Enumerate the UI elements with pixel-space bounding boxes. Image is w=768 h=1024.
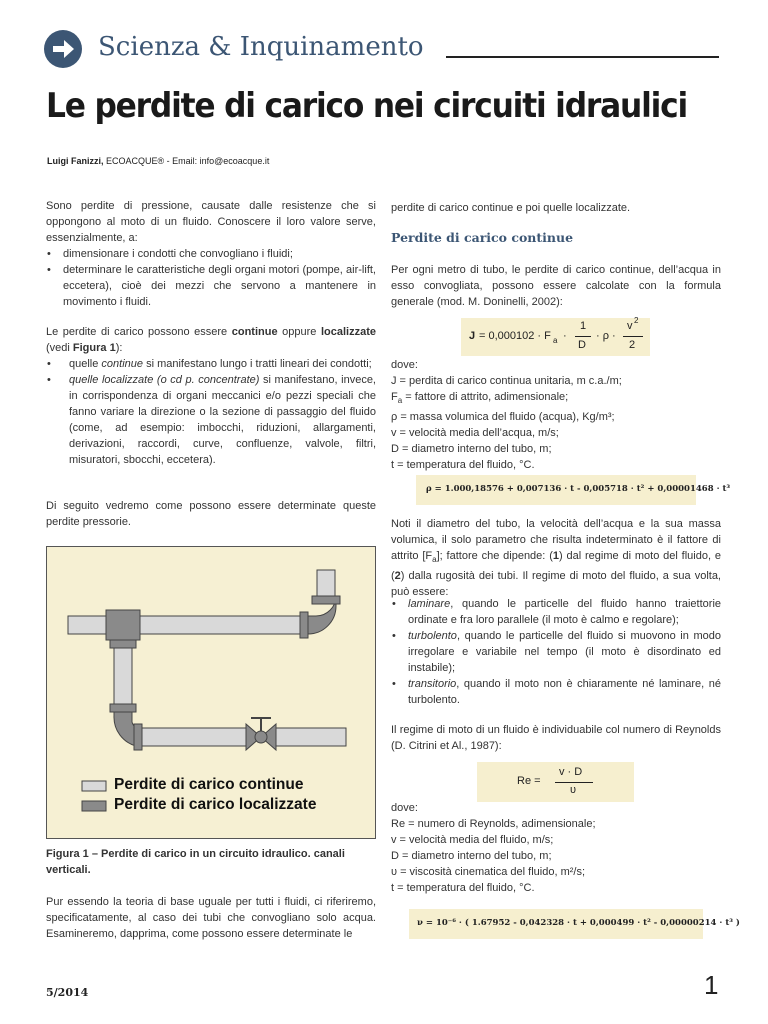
types-paragraph [46, 324, 376, 356]
list-item: • determinare le caratteristiche degli organi motori (pompe, air-lift, eccetera), cioè dei mezzi che servono a mantenere in movimento i fluidi. [46, 262, 376, 310]
formula-rho [416, 475, 731, 505]
text: oppure [277, 326, 321, 338]
formula-denominator: D [578, 339, 586, 351]
list-item [391, 628, 721, 676]
definition: v = velocità media del fluido, m/s; [391, 834, 554, 846]
text: quelle localizzate (o cd p. concentrate) [69, 374, 260, 386]
header-rule [446, 56, 719, 58]
list-item: • dimensionare i condotti che convogliano i fluidi; [46, 246, 376, 262]
text: (vedi [46, 342, 73, 354]
reynolds-paragraph: Il regime di moto di un fluido è individuabile col numero di Reynolds (D. Citrini et Al., 1987): [391, 724, 721, 752]
arrow-icon [44, 30, 82, 68]
formula-numerator: 1 [580, 320, 587, 332]
text: ]; fattore che dipende: ( [436, 550, 553, 562]
definitions-label: dove: [391, 802, 418, 814]
formula-superscript: 2 [634, 316, 639, 325]
intro-paragraph: Sono perdite di pressione, causate dalle resistenze che si oppongono al moto di un fluido. Conoscere il loro valore serve, essenzialmente, a: [46, 200, 376, 244]
author-name: Luigi Fanizzi, [47, 156, 104, 166]
definitions-label: dove: [391, 359, 418, 371]
text: ) dalla rugosità dei tubi. Il regime di moto del fluido, a sua volta, può essere: [391, 570, 721, 599]
definitions-list [391, 373, 721, 473]
types-list [46, 356, 376, 468]
text: turbolento [408, 630, 457, 642]
text: si manifestano, invece, in corrispondenza di organi meccanici e/o pezzi speciali che fanno variare la direzione o la sezione di passaggio del fluido (come, ad esempio: imbocchi, riduzioni, allargamenti, derivazioni, raccordi, curve, confluenze, valvole, filtri, misuratori, sbocchi, eccetera). [69, 374, 376, 466]
definition: v = velocità media dell’acqua, m/s; [391, 427, 559, 440]
text: , quando il moto non è chiaramente né laminare, né turbolento. [408, 678, 721, 706]
definition: υ = viscosità cinematica del fluido, m²/s; [391, 866, 586, 878]
list-item [391, 596, 721, 628]
text: transitorio [408, 678, 457, 690]
definitions-list [391, 816, 721, 896]
legend-localized: Perdite di carico localizzate [114, 796, 317, 813]
list-item [46, 356, 376, 372]
fraction-bar [555, 782, 593, 783]
definition: D = diametro interno del tubo, m; [391, 443, 552, 456]
subscript: a [432, 555, 437, 565]
text: localizzate [320, 326, 376, 338]
definition: t = temperatura del fluido, °C. [391, 882, 535, 894]
formula-text: · [563, 330, 567, 342]
formula-numerator: v [627, 320, 633, 332]
formula-text: = 0,000102 · F [479, 330, 551, 342]
text: Le perdite di carico possono essere [46, 326, 232, 338]
text: laminare [408, 598, 451, 610]
list-item [391, 676, 721, 708]
text: continue [231, 326, 278, 338]
fraction-bar [575, 336, 591, 337]
byline [47, 156, 269, 166]
formula-j [461, 318, 650, 356]
formula-numerator: v · D [559, 766, 583, 778]
flow-regime-list [391, 596, 721, 708]
text: ) dal regime di moto del fluido, e ( [391, 550, 721, 583]
formula-text: ρ = 1.000,18576 + 0,007136 · t - 0,005718 · t² + 0,00001468 · t³ [426, 484, 731, 494]
text: continue [101, 358, 144, 370]
subheading: Perdite di carico continue [391, 230, 574, 245]
text: 2 [394, 570, 401, 583]
definition [391, 389, 721, 409]
formula-re [477, 762, 634, 802]
list-item [46, 372, 376, 468]
formula-subscript: a [553, 336, 558, 345]
article-title: Le perdite di carico nei circuiti idraulici [46, 86, 688, 126]
text: , quando le particelle del fluido hanno traiettorie ordinate e fra loro parallele (il moto è calmo e regolare); [408, 598, 721, 626]
figure-caption: Figura 1 – Perdite di carico in un circuito idraulico. canali verticali. [46, 848, 345, 876]
text: F [391, 391, 398, 403]
issue-number: 5/2014 [46, 986, 89, 999]
text: ): [115, 342, 123, 354]
definition: J = perdita di carico continua unitaria, m c.a./m; [391, 375, 622, 387]
fraction-bar [623, 336, 643, 337]
friction-paragraph [391, 516, 721, 600]
definition: D = diametro interno del tubo, m; [391, 850, 552, 862]
byline-contact: ECOACQUE® - Email: info@ecoacque.it [103, 156, 270, 166]
formula-text: Re = [517, 775, 541, 787]
transition-paragraph: Di seguito vedremo come possono essere determinate queste perdite pressorie. [46, 500, 376, 528]
text: = fattore di attrito, adimensionale; [402, 391, 569, 403]
legend-continue: Perdite di carico continue [114, 776, 304, 793]
definition: ρ = massa volumica del fluido (acqua), Kg/m³; [391, 411, 615, 424]
formula-intro: Per ogni metro di tubo, le perdite di carico continue, dell’acqua in esso convogliata, possono essere calcolate con la formula generale (mod. M. Doninelli, 2002): [391, 264, 721, 308]
section-title: Scienza & Inquinamento [98, 32, 424, 62]
purpose-list [46, 246, 376, 310]
definition: t = temperatura del fluido, °C. [391, 459, 535, 472]
text: , quando le particelle del fluido si muovono in modo irregolare e variabile nel tempo (il moto è disordinato ed instabile); [408, 630, 721, 674]
text: 1 [552, 550, 559, 562]
page-number: 1 [704, 970, 719, 1000]
continued-paragraph: perdite di carico continue e poi quelle localizzate. [391, 202, 631, 214]
text: si manifestano lungo i tratti lineari dei condotti; [143, 358, 372, 370]
formula-symbol: J [469, 330, 476, 342]
figure-ref: Figura 1 [72, 342, 116, 354]
text: quelle [69, 358, 102, 370]
formula-text: ν = 10⁻⁶ · ( 1.67952 - 0,042328 · t + 0,000499 · t² - 0,00000214 · t³ ) [417, 918, 740, 928]
definition: Re = numero di Reynolds, adimensionale; [391, 818, 596, 830]
formula-text: · ρ · [596, 330, 616, 342]
closing-paragraph: Pur essendo la teoria di base uguale per tutti i fluidi, ci riferiremo, specificatamente, al caso dei tubi che convogliano solo acqua. Esamineremo, dapprima, come possono essere determinate le [46, 896, 376, 940]
formula-denominator: 2 [629, 339, 636, 351]
formula-denominator: υ [570, 784, 577, 796]
formula-viscosity [409, 909, 740, 939]
text: Noti il diametro del tubo, la velocità dell’acqua e la sua massa volumica, il solo parametro che risulta indeterminato è il fattore di attrito [F [391, 518, 721, 562]
subscript: a [397, 396, 403, 406]
